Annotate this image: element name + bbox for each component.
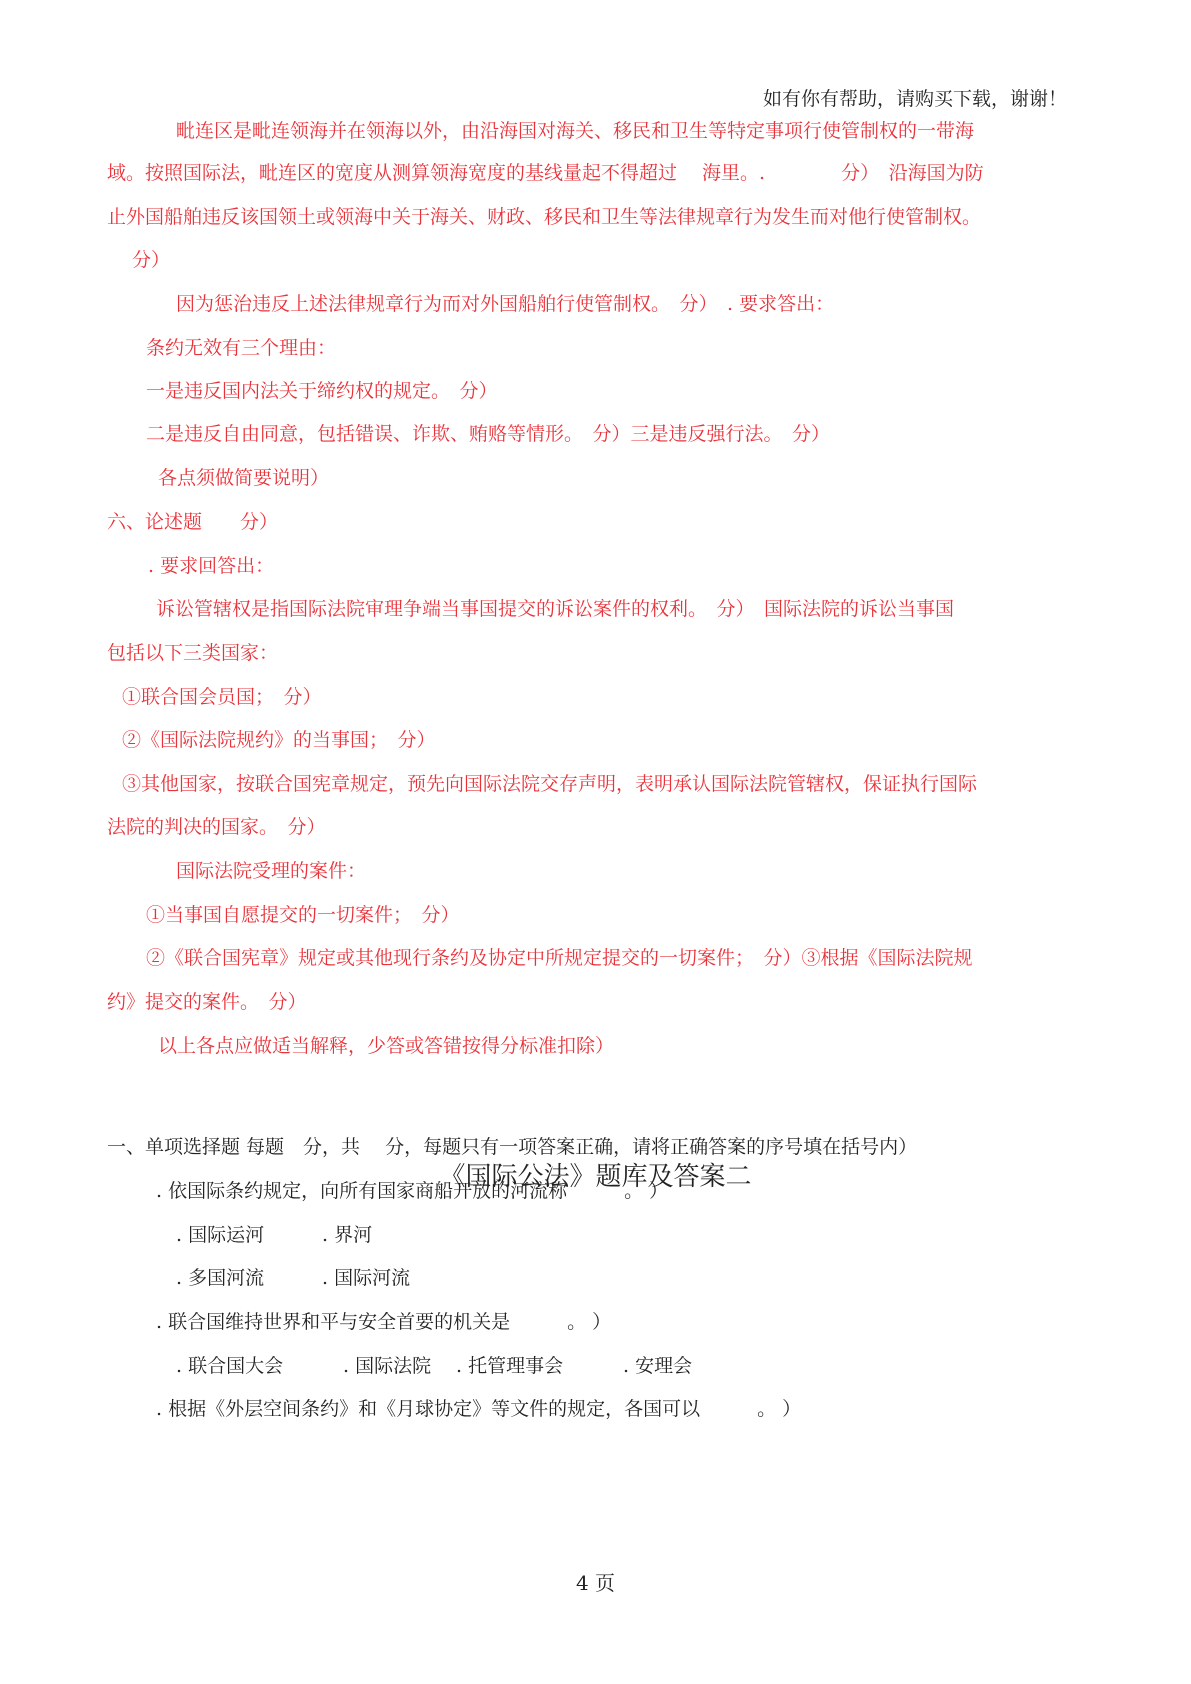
answer-line: 条约无效有三个理由： — [146, 337, 337, 359]
answer-line: 诉讼管辖权是指国际法院审理争端当事国提交的诉讼案件的权利。 分） 国际法院的诉讼当事国 — [156, 598, 955, 620]
option-c: . 托管理事会 — [456, 1355, 564, 1377]
answer-line: ③其他国家，按联合国宪章规定，预先向国际法院交存声明，表明承认国际法院管辖权，保证执行国际 — [122, 773, 978, 795]
question: . 依国际条约规定，向所有国家商船开放的河流称 。 ） — [156, 1180, 669, 1202]
option-d: . 安理会 — [623, 1355, 693, 1377]
answer-line: 约》提交的案件。 分） — [107, 991, 307, 1013]
answer-line: 因为惩治违反上述法律规章行为而对外国船舶行使管制权。 分） . 要求答出： — [176, 293, 835, 315]
page-title: 《国际公法》题库及答案二 — [439, 1162, 752, 1192]
answer-line: 二是违反自由同意，包括错误、诈欺、贿赂等情形。 分）三是违反强行法。 分） — [146, 423, 831, 445]
answer-line: 以上各点应做适当解释，少答或答错按得分标准扣除） — [158, 1035, 615, 1057]
question: . 联合国维持世界和平与安全首要的机关是 。 ） — [156, 1311, 612, 1333]
option-b: . 界河 — [322, 1224, 373, 1246]
answer-line: ②《联合国宪章》规定或其他现行条约及协定中所规定提交的一切案件； 分）③根据《国际法院规 — [146, 947, 973, 969]
answer-line: 域。按照国际法，毗连区的宽度从测算领海宽度的基线量起不得超过 海里。. 分） 沿海国为防 — [107, 162, 984, 184]
answer-line: 一是违反国内法关于缔约权的规定。 分） — [146, 380, 498, 402]
header-note: 如有你有帮助，请购买下载，谢谢！ — [762, 88, 1067, 110]
answer-line: 分） — [132, 249, 171, 271]
section-heading: 六、论述题 分） — [107, 511, 279, 533]
question: . 根据《外层空间条约》和《月球协定》等文件的规定，各国可以 。 ） — [156, 1398, 802, 1420]
option-d: . 国际河流 — [322, 1267, 411, 1289]
answer-line: . 要求回答出： — [148, 555, 275, 577]
option-a: . 国际运河 — [176, 1224, 265, 1246]
answer-line: 国际法院受理的案件： — [176, 860, 367, 882]
answer-line: 法院的判决的国家。 分） — [107, 816, 326, 838]
answer-line: ①联合国会员国； 分） — [122, 686, 322, 708]
answer-line: 包括以下三类国家： — [107, 642, 279, 664]
option-b: . 国际法院 — [343, 1355, 432, 1377]
section-heading: 一、单项选择题 每题 分，共 分，每题只有一项答案正确，请将正确答案的序号填在括号内） — [107, 1136, 918, 1158]
option-c: . 多国河流 — [176, 1267, 265, 1289]
answer-line: ②《国际法院规约》的当事国； 分） — [122, 729, 436, 751]
answer-line: ①当事国自愿提交的一切案件； 分） — [146, 904, 460, 926]
answer-line: 毗连区是毗连领海并在领海以外，由沿海国对海关、移民和卫生等特定事项行使管制权的一带海 — [176, 120, 975, 142]
answer-line: 止外国船舶违反该国领土或领海中关于海关、财政、移民和卫生等法律规章行为发生而对他行使管制权。 — [107, 206, 982, 228]
page-number: 4 页 — [575, 1571, 616, 1595]
answer-line: 各点须做简要说明） — [158, 467, 330, 489]
option-a: . 联合国大会 — [176, 1355, 284, 1377]
